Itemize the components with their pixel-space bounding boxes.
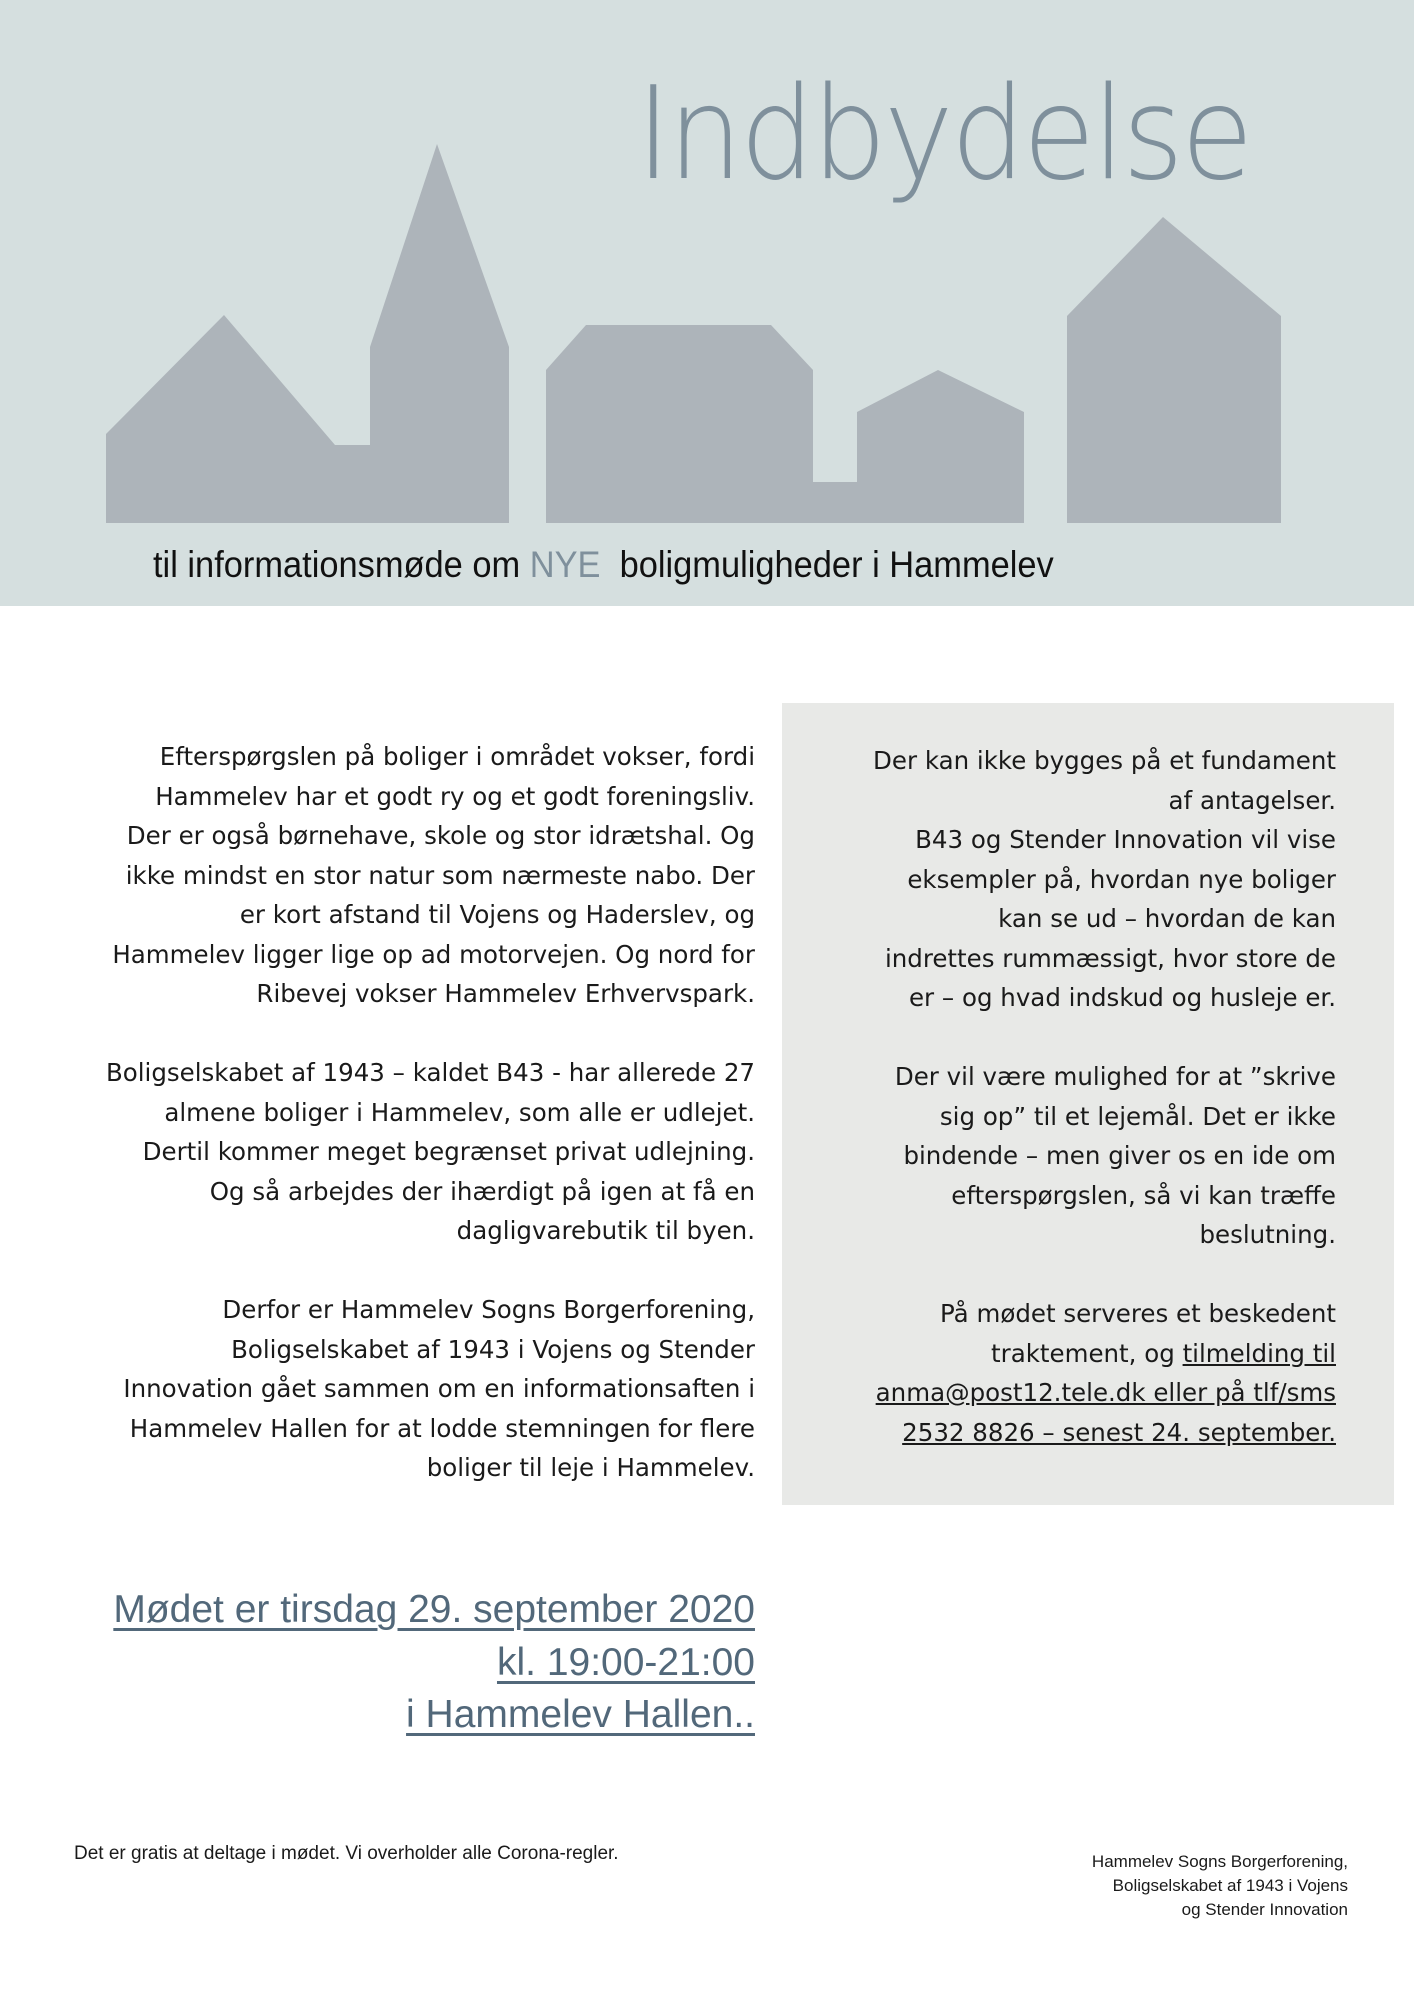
page-title: Indbydelse xyxy=(636,60,1251,209)
subtitle-text-end: boligmuligheder i Hammelev xyxy=(600,544,1054,585)
footer-note: Det er gratis at deltage i mødet. Vi overholder alle Corona-regler. xyxy=(74,1843,619,1864)
subtitle-accent: NYE xyxy=(529,544,601,585)
meeting-location: i Hammelev Hallen.. xyxy=(406,1693,755,1736)
organizer-line: Boligselskabet af 1943 i Vojens xyxy=(1112,1876,1348,1895)
organizer-line: Hammelev Sogns Borgerforening, xyxy=(1091,1852,1348,1871)
organizer-line: og Stender Innovation xyxy=(1181,1900,1348,1919)
church-building-shape xyxy=(106,144,509,523)
paragraph: Der kan ikke bygges på et fundament af antagelser. B43 og Stender Innovation vil vise eksempler på, hvordan nye boliger kan se ud – hvordan de kan indrettes rummæssigt, hvor store de er – og hvad indskud og husleje er. xyxy=(873,746,1336,1012)
footer-organizers xyxy=(900,1850,1348,1922)
signup-text: På mødet serveres et beskedent traktement, og xyxy=(940,1299,1336,1368)
subtitle-text: til informationsmøde om xyxy=(153,544,530,585)
meeting-details xyxy=(40,1584,755,1742)
paragraph: Boligselskabet af 1943 – kaldet B43 - har allerede 27 almene boliger i Hammelev, som alle er udlejet. Dertil kommer meget begrænset privat udlejning. Og så arbejdes der ihærdigt på igen at få en dagligvarebutik til byen. xyxy=(105,1058,755,1245)
header-banner xyxy=(0,0,1414,606)
info-box-text xyxy=(800,741,1336,1452)
subtitle xyxy=(153,544,1054,586)
signup-link[interactable]: tilmelding til anma@post12.tele.dk eller på tlf/sms 2532 8826 – senest 24. september. xyxy=(875,1338,1336,1447)
meeting-date: Mødet er tirsdag 29. september 2020 xyxy=(113,1588,755,1631)
paragraph: Efterspørgslen på boliger i området vokser, fordi Hammelev har et godt ry og et godt foreningsliv. Der er også børnehave, skole og stor idrætshal. Og ikke mindst en stor natur som nærmeste nabo. Der er kort afstand til Vojens og Haderslev, og Hammelev ligger lige op ad motorvejen. Og nord for Ribevej vokser Hammelev Erhvervspark. xyxy=(112,742,755,1008)
paragraph: Derfor er Hammelev Sogns Borgerforening, Boligselskabet af 1943 i Vojens og Stender Innovation gået sammen om en informationsaften i Hammelev Hallen for at lodde stemningen for flere boliger til leje i Hammelev. xyxy=(123,1295,755,1482)
meeting-time: kl. 19:00-21:00 xyxy=(496,1640,755,1684)
left-column-text xyxy=(40,737,755,1488)
paragraph: Der vil være mulighed for at ”skrive sig op” til et lejemål. Det er ikke bindende – men giver os en ide om efterspørgslen, så vi kan træffe beslutning. xyxy=(894,1062,1336,1249)
tall-house-shape xyxy=(1067,217,1281,523)
houses-shape xyxy=(546,325,1024,523)
